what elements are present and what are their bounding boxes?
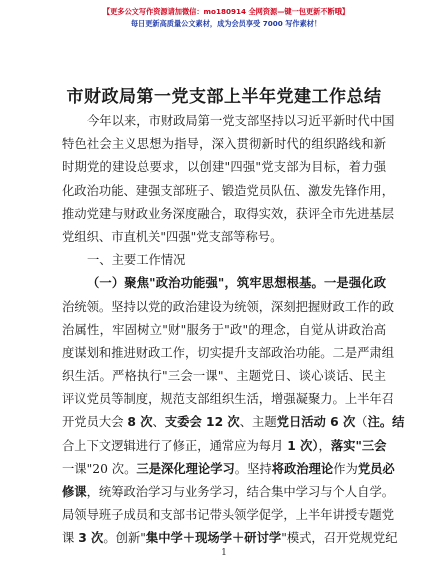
promo-banner-line-2: 每日更新高质量公文素材，成为会员享受 7000 写作素材！ xyxy=(130,19,322,28)
paragraph-line: 治统领。坚持以党的政治建设为统领，深刻把握财政工作的政 xyxy=(62,299,395,314)
bold-run: 3 次 xyxy=(78,531,104,546)
paragraph-line xyxy=(62,458,395,481)
section-heading: 一、主要工作情况 xyxy=(87,253,186,268)
paragraph-line xyxy=(62,411,405,434)
intro-line: 特色社会主义思想为指导，深入贯彻新时代的组织路线和新 xyxy=(62,137,386,152)
bold-run: 三是深化理论学习 xyxy=(136,461,235,476)
paragraph-line: 评议党员等制度，规范支部组织生活，增强凝聚力。上半年召 xyxy=(62,392,395,407)
text-run: 课 xyxy=(62,531,79,546)
intro-line: 党组织、市直机关"四强"党支部等称号。 xyxy=(62,229,283,244)
intro-line: 化政治功能、建强支部班子、锻造党员队伍、激发先锋作用， xyxy=(62,183,395,198)
promo-banner xyxy=(92,6,360,30)
bold-run: 党日活动 6 次 xyxy=(276,415,356,430)
paragraph-line: 治属性，牢固树立"财"服务于"政"的理念，自觉从讲政治高 xyxy=(62,322,386,337)
bold-run: 修课 xyxy=(62,485,87,499)
intro-line: 时期党的建设总要求，以创建"四强"党支部为目标，着力强 xyxy=(62,160,386,175)
intro-line: 今年以来，市财政局第一党支部坚持以习近平新时代中国 xyxy=(87,114,395,128)
subsection-heading: （一）聚焦"政治功能强"，筑牢思想根基。一是强化政 xyxy=(87,276,386,291)
bold-run: 支委会 12 次 xyxy=(164,415,240,430)
document-title: 市财政局第一党支部上半年党建工作总结 xyxy=(66,87,382,107)
text-run: 、主题 xyxy=(239,415,277,430)
paragraph-line xyxy=(62,435,386,458)
paragraph-line: 局领导班子成员和支部书记带头领学促学，上半年讲授专题党 xyxy=(62,508,395,523)
bold-run: 集中学＋现场学＋研讨学 xyxy=(145,531,282,546)
bold-run: 党员必 xyxy=(357,461,395,476)
text-run: 。创新" xyxy=(103,531,146,546)
paragraph-line: 织生活。严格执行"三会一课"、主题党日、谈心谈话、民主 xyxy=(62,369,386,384)
bold-run: 8 次 xyxy=(127,415,153,430)
bold-run: 注。结 xyxy=(367,415,405,430)
text-run: 、 xyxy=(152,415,165,430)
text-run: 作为 xyxy=(333,461,358,476)
text-run: "模式，召开党规党纪 xyxy=(281,531,398,546)
promo-banner-line-1: 【更多公文写作资源请加微信：mo180914 全网资源—键一包更新不断哦】 xyxy=(102,7,350,16)
bold-run: 落实"三会 xyxy=(330,438,387,453)
document-body xyxy=(62,110,405,551)
text-run: ，统筹政治学习与业务学习，结合集中学习与个人自学。 xyxy=(86,485,395,499)
text-run: 开党员大会 xyxy=(62,415,128,430)
bold-run: 1 次） xyxy=(287,438,319,453)
bold-run: 将政治理论 xyxy=(271,461,334,476)
text-run: ， xyxy=(318,438,331,453)
text-run: 一课"20 次。 xyxy=(62,461,137,476)
text-run: 。坚持 xyxy=(234,461,272,476)
text-run: 合上下文逻辑进行了修正，通常应为每月 xyxy=(62,438,288,453)
text-run: （ xyxy=(355,415,368,430)
paragraph-line xyxy=(62,481,395,504)
page-number: 1 xyxy=(221,548,227,558)
paragraph-line: 度谋划和推进财政工作，切实提升支部政治功能。二是严肃组 xyxy=(62,345,395,360)
intro-line: 推动党建与财政业务深度融合，取得实效，获评全市先进基层 xyxy=(62,206,395,221)
